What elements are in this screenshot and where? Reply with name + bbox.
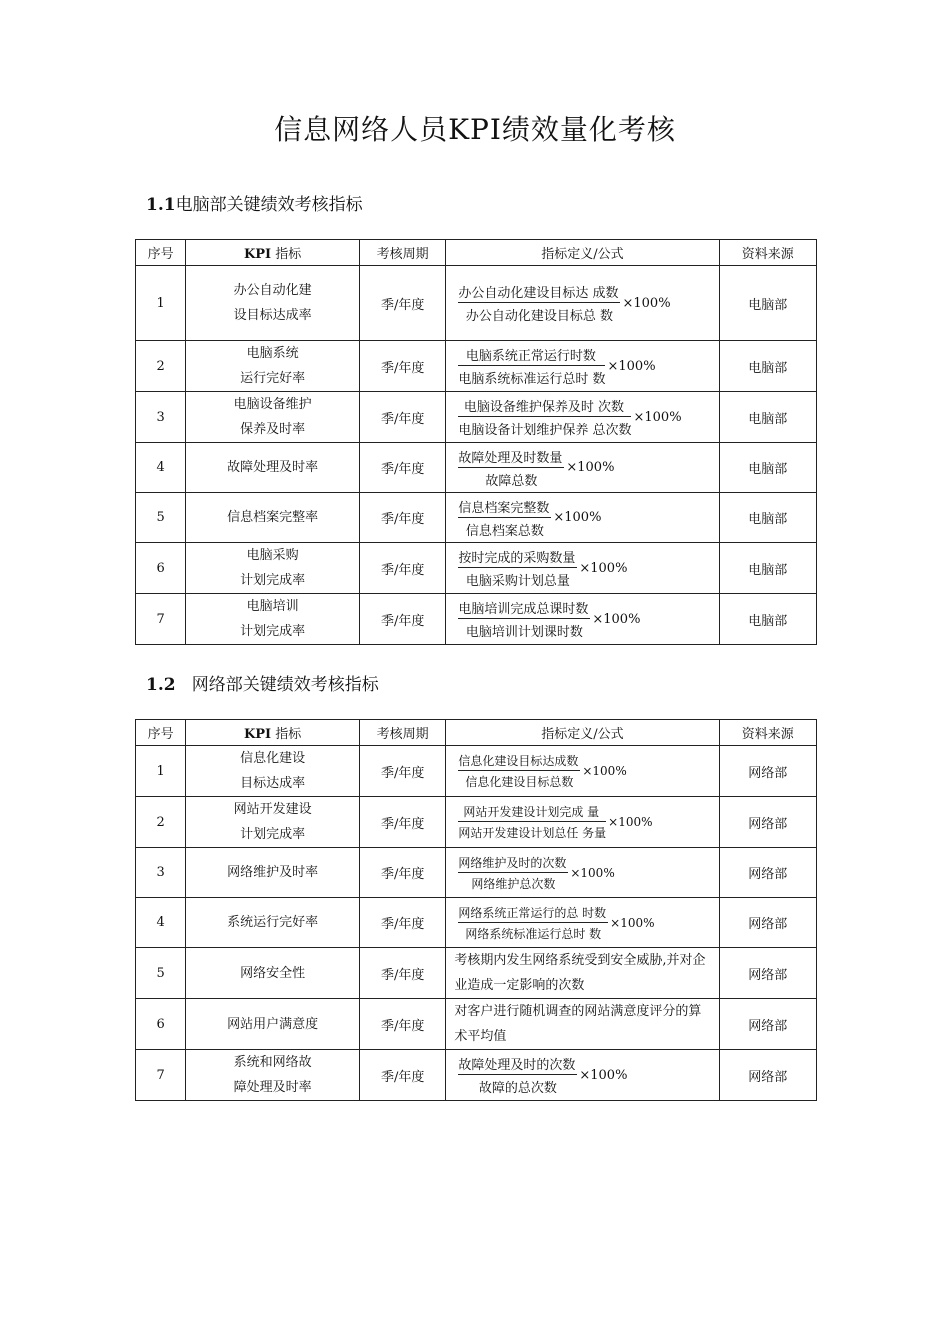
formula-multiplier: ×100% <box>610 915 655 930</box>
formula-multiplier: ×100% <box>607 358 656 374</box>
definition-cell <box>446 898 719 948</box>
definition-cell: 对客户进行随机调查的网站满意度评分的算术平均值 <box>446 999 719 1050</box>
kpi-line: 网络维护及时率 <box>227 865 319 880</box>
formula-fraction <box>458 598 590 640</box>
header-seq: 序号 <box>136 720 186 746</box>
header-kpi: KPI 指标 <box>186 720 360 746</box>
formula-fraction <box>458 752 580 790</box>
kpi-cell <box>186 341 360 392</box>
formula-denominator: 故障总数 <box>485 473 538 489</box>
kpi-line: 电脑系统 <box>246 346 299 361</box>
seq-cell: 7 <box>136 1050 186 1101</box>
seq-cell: 4 <box>136 898 186 948</box>
network-dept-kpi-table <box>135 719 817 1101</box>
seq-cell: 6 <box>136 543 186 594</box>
seq-cell: 3 <box>136 392 186 443</box>
kpi-line: 设目标达成率 <box>233 308 312 323</box>
formula-multiplier: ×100% <box>622 295 671 311</box>
kpi-cell <box>186 898 360 948</box>
kpi-cell <box>186 746 360 797</box>
section-text: 电脑部关键绩效考核指标 <box>175 195 363 215</box>
formula-numerator: 网络系统正常运行的总 时数 <box>458 904 608 923</box>
period-cell: 季/年度 <box>359 746 445 797</box>
source-cell: 网络部 <box>719 848 816 898</box>
seq-cell: 2 <box>136 341 186 392</box>
source-cell: 电脑部 <box>719 341 816 392</box>
kpi-line: 办公自动化建 <box>233 283 312 298</box>
source-cell: 网络部 <box>719 898 816 948</box>
formula-numerator: 电脑培训完成总课时数 <box>458 598 590 619</box>
kpi-line: 运行完好率 <box>240 371 306 386</box>
formula-numerator: 网络维护及时的次数 <box>458 854 568 873</box>
kpi-line: 系统和网络故 <box>233 1055 312 1070</box>
kpi-cell <box>186 797 360 848</box>
definition-cell <box>446 797 719 848</box>
definition-cell <box>446 341 719 392</box>
formula-denominator: 网站开发建设计划总任 务量 <box>458 826 607 840</box>
definition-cell <box>446 1050 719 1101</box>
kpi-cell <box>186 266 360 341</box>
formula-fraction <box>458 854 568 892</box>
definition-cell: 考核期内发生网络系统受到安全威胁,并对企业造成一定影响的次数 <box>446 948 719 999</box>
formula-denominator: 电脑系统标准运行总时 数 <box>458 372 606 387</box>
source-cell: 电脑部 <box>719 392 816 443</box>
seq-cell: 7 <box>136 594 186 645</box>
table-row <box>136 594 817 645</box>
period-cell: 季/年度 <box>359 594 445 645</box>
kpi-line: 电脑采购 <box>246 548 299 563</box>
table-row <box>136 999 817 1050</box>
formula-denominator: 信息化建设目标总数 <box>465 775 574 789</box>
source-cell: 电脑部 <box>719 266 816 341</box>
section-number: 1.2 <box>146 675 176 695</box>
definition-cell <box>446 543 719 594</box>
kpi-line: 故障处理及时率 <box>227 460 319 475</box>
kpi-cell <box>186 443 360 493</box>
definition-cell <box>446 266 719 341</box>
formula-numerator: 按时完成的采购数量 <box>458 547 577 568</box>
period-cell: 季/年度 <box>359 898 445 948</box>
definition-cell <box>446 493 719 543</box>
formula-fraction <box>458 547 577 589</box>
kpi-line: 计划完成率 <box>240 573 306 588</box>
table-header-row <box>136 240 817 266</box>
kpi-cell <box>186 948 360 999</box>
source-cell: 电脑部 <box>719 443 816 493</box>
formula-numerator: 网站开发建设计划完成 量 <box>458 803 606 822</box>
definition-cell <box>446 443 719 493</box>
kpi-cell <box>186 594 360 645</box>
kpi-line: 障处理及时率 <box>233 1080 312 1095</box>
seq-cell: 5 <box>136 948 186 999</box>
table-row <box>136 1050 817 1101</box>
kpi-line: 电脑设备维护 <box>233 397 312 412</box>
formula-multiplier: ×100% <box>570 865 615 880</box>
formula-fraction <box>458 282 620 324</box>
kpi-line: 电脑培训 <box>246 599 299 614</box>
header-seq: 序号 <box>136 240 186 266</box>
period-cell: 季/年度 <box>359 543 445 594</box>
seq-cell: 4 <box>136 443 186 493</box>
kpi-line: 计划完成率 <box>240 827 306 842</box>
definition-cell <box>446 746 719 797</box>
seq-cell: 1 <box>136 746 186 797</box>
source-cell: 电脑部 <box>719 594 816 645</box>
formula-multiplier: ×100% <box>553 510 602 525</box>
formula-multiplier: ×100% <box>582 764 627 778</box>
header-source: 资料来源 <box>719 720 816 746</box>
formula-numerator: 信息化建设目标达成数 <box>458 752 580 771</box>
kpi-cell <box>186 543 360 594</box>
header-period: 考核周期 <box>359 720 445 746</box>
formula-denominator: 电脑设备计划维护保养 总次数 <box>458 423 632 438</box>
formula-numerator: 电脑系统正常运行时数 <box>458 345 605 366</box>
table-row <box>136 543 817 594</box>
period-cell: 季/年度 <box>359 1050 445 1101</box>
section-text: 网络部关键绩效考核指标 <box>191 675 379 695</box>
formula-fraction <box>458 447 564 489</box>
period-cell: 季/年度 <box>359 443 445 493</box>
period-cell: 季/年度 <box>359 266 445 341</box>
kpi-line: 目标达成率 <box>240 776 306 791</box>
formula-denominator: 信息档案总数 <box>465 523 544 539</box>
seq-cell: 1 <box>136 266 186 341</box>
table-header-row <box>136 720 817 746</box>
table-row <box>136 848 817 898</box>
formula-numerator: 信息档案完整数 <box>458 497 551 518</box>
formula-numerator: 故障处理及时的次数 <box>458 1054 577 1075</box>
table-row <box>136 266 817 341</box>
period-cell: 季/年度 <box>359 493 445 543</box>
definition-cell <box>446 848 719 898</box>
kpi-line: 信息化建设 <box>240 751 306 766</box>
formula-multiplier: ×100% <box>566 460 615 475</box>
section-number: 1.1 <box>146 195 176 215</box>
formula-multiplier: ×100% <box>633 409 682 425</box>
header-kpi: KPI 指标 <box>186 240 360 266</box>
formula-fraction <box>458 396 631 438</box>
source-cell: 网络部 <box>719 746 816 797</box>
kpi-cell <box>186 493 360 543</box>
seq-cell: 2 <box>136 797 186 848</box>
formula-numerator: 电脑设备维护保养及时 次数 <box>458 396 631 417</box>
formula-numerator: 办公自动化建设目标达 成数 <box>458 282 620 303</box>
formula-fraction <box>458 803 606 841</box>
period-cell: 季/年度 <box>359 392 445 443</box>
header-definition: 指标定义/公式 <box>446 240 719 266</box>
kpi-cell <box>186 392 360 443</box>
source-cell: 网络部 <box>719 999 816 1050</box>
formula-denominator: 故障的总次数 <box>478 1081 557 1096</box>
table-row <box>136 341 817 392</box>
table-row <box>136 797 817 848</box>
kpi-line: 信息档案完整率 <box>227 510 319 525</box>
seq-cell: 5 <box>136 493 186 543</box>
formula-denominator: 网络维护总次数 <box>471 876 556 891</box>
formula-fraction <box>458 1054 577 1096</box>
computer-dept-kpi-table <box>135 239 817 645</box>
source-cell: 电脑部 <box>719 543 816 594</box>
source-cell: 电脑部 <box>719 493 816 543</box>
table-row <box>136 392 817 443</box>
formula-multiplier: ×100% <box>579 560 628 576</box>
kpi-line: 网络安全性 <box>240 965 306 981</box>
formula-denominator: 电脑培训计划课时数 <box>465 625 583 640</box>
period-cell: 季/年度 <box>359 999 445 1050</box>
source-cell: 网络部 <box>719 948 816 999</box>
period-cell: 季/年度 <box>359 797 445 848</box>
table-row <box>136 493 817 543</box>
source-cell: 网络部 <box>719 797 816 848</box>
definition-cell <box>446 594 719 645</box>
section-heading-1 <box>146 190 363 215</box>
formula-denominator: 办公自动化建设目标总 数 <box>465 309 613 324</box>
seq-cell: 6 <box>136 999 186 1050</box>
table-row <box>136 948 817 999</box>
kpi-cell <box>186 1050 360 1101</box>
kpi-line: 保养及时率 <box>240 422 306 437</box>
formula-multiplier: ×100% <box>592 611 641 627</box>
source-cell: 网络部 <box>719 1050 816 1101</box>
kpi-cell <box>186 999 360 1050</box>
page-title: 信息网络人员KPI绩效量化考核 <box>274 113 676 146</box>
kpi-line: 计划完成率 <box>240 624 306 639</box>
formula-fraction <box>458 904 608 942</box>
formula-multiplier: ×100% <box>579 1067 628 1083</box>
formula-numerator: 故障处理及时数量 <box>458 447 564 468</box>
seq-cell: 3 <box>136 848 186 898</box>
header-source: 资料来源 <box>719 240 816 266</box>
formula-denominator: 电脑采购计划总量 <box>465 574 570 589</box>
kpi-line: 网站开发建设 <box>233 802 312 817</box>
kpi-line: 系统运行完好率 <box>227 915 319 930</box>
table-row <box>136 898 817 948</box>
section-heading-2 <box>146 670 379 695</box>
formula-multiplier: ×100% <box>608 815 653 829</box>
definition-cell <box>446 392 719 443</box>
header-period: 考核周期 <box>359 240 445 266</box>
formula-fraction <box>458 497 551 539</box>
period-cell: 季/年度 <box>359 341 445 392</box>
kpi-cell <box>186 848 360 898</box>
table-row <box>136 746 817 797</box>
period-cell: 季/年度 <box>359 948 445 999</box>
formula-fraction <box>458 345 605 387</box>
table-row <box>136 443 817 493</box>
period-cell: 季/年度 <box>359 848 445 898</box>
formula-denominator: 网络系统标准运行总时 数 <box>465 926 602 941</box>
kpi-line: 网站用户满意度 <box>227 1016 319 1032</box>
header-definition: 指标定义/公式 <box>446 720 719 746</box>
